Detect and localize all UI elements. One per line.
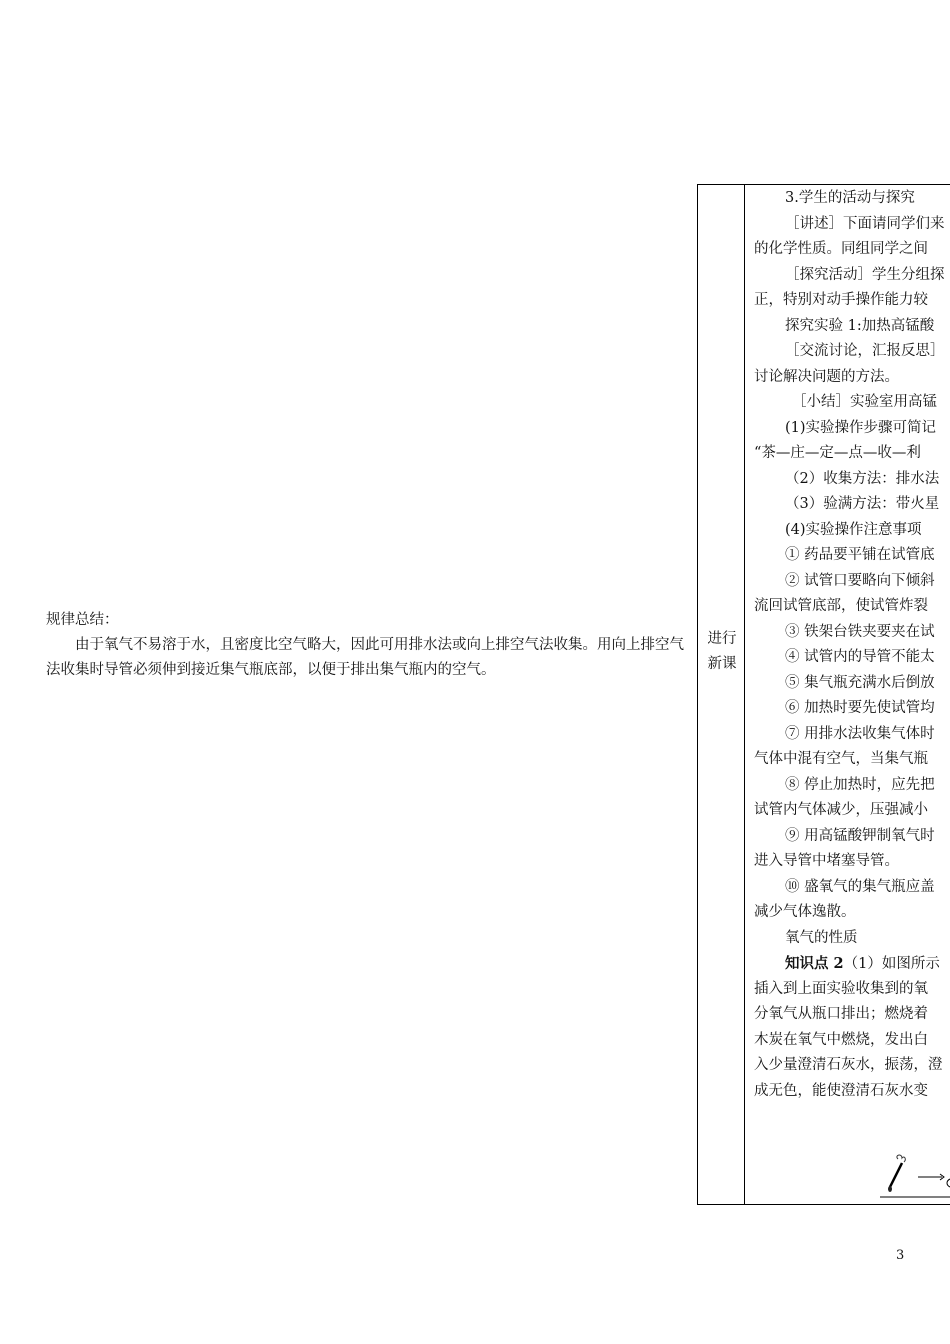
content-line: ⑦ 用排水法收集气体时	[785, 725, 935, 742]
knowledge-point-text: （1）如图所示	[843, 956, 940, 972]
content-line: （2）收集方法：排水法	[785, 470, 940, 487]
content-line: ［探究活动］学生分组探	[785, 266, 945, 283]
content-line: ［交流讨论，汇报反思］	[785, 343, 945, 359]
content-line: ［讲述］下面请同学们来	[785, 215, 945, 232]
content-line: 减少气体逸散。	[754, 904, 856, 920]
stage-label: 进行新课	[707, 631, 737, 672]
content-line: ③ 铁架台铁夹要夹在试	[785, 623, 935, 640]
page-number: 3	[896, 1248, 905, 1263]
content-line: ⑩ 盛氧气的集气瓶应盖	[785, 878, 935, 895]
summary-note	[46, 608, 694, 683]
content-line: 的化学性质。同组同学之间	[754, 241, 928, 257]
content-line: 入少量澄清石灰水，振荡，澄	[754, 1057, 943, 1073]
content-line: ① 药品要平铺在试管底	[785, 547, 935, 563]
content-line: ④ 试管内的导管不能太	[785, 649, 935, 665]
summary-body: 由于氧气不易溶于水，且密度比空气略大，因此可用排水法或向上排空气法收集。用向上排空气法收集时导管必须伸到接近集气瓶底部，以便于排出集气瓶内的空气。	[46, 637, 684, 678]
content-line: （3）验满方法：带火星	[785, 496, 940, 512]
lesson-content	[754, 186, 950, 1104]
content-line: 探究实验 1:加热高锰酸	[785, 317, 935, 334]
summary-heading: 规律总结：	[46, 612, 119, 628]
content-line: ［小结］实验室用高锰	[792, 394, 937, 410]
content-line: ② 试管口要略向下倾斜	[785, 572, 935, 589]
stage-column	[698, 185, 745, 1204]
wooden-splint-illustration	[880, 1153, 950, 1203]
content-line: 成无色，能使澄清石灰水变	[754, 1082, 928, 1099]
content-line: 讨论解决问题的方法。	[754, 368, 899, 385]
content-line: (1)实验操作步骤可简记	[785, 419, 937, 436]
content-line: 流回试管底部，使试管炸裂	[754, 598, 928, 614]
content-line: ⑧ 停止加热时，应先把	[785, 776, 935, 793]
content-line: 3.学生的活动与探究	[785, 190, 915, 206]
lesson-table	[697, 184, 950, 1205]
content-line: 气体中混有空气，当集气瓶	[754, 751, 928, 767]
knowledge-point-label: 知识点 2	[785, 955, 844, 972]
content-line: 氧气的性质	[785, 929, 858, 946]
content-line: ⑤ 集气瓶充满水后倒放	[785, 674, 935, 691]
content-line: 插入到上面实验收集到的氧	[754, 980, 928, 997]
content-line: 试管内气体减少，压强减小	[754, 802, 928, 818]
content-line: 进入导管中堵塞导管。	[754, 853, 899, 869]
content-line: ⑨ 用高锰酸钾制氧气时	[785, 827, 935, 844]
content-line: 木炭在氧气中燃烧，发出白	[754, 1031, 928, 1048]
content-line: “茶—庄—定—点—收—利	[754, 445, 921, 461]
content-line: 正，特别对动手操作能力较	[754, 292, 928, 308]
content-line: (4)实验操作注意事项	[785, 521, 922, 538]
knowledge-point-line	[754, 951, 950, 977]
content-line: ⑥ 加热时要先使试管均	[785, 700, 935, 716]
content-line: 分氧气从瓶口排出；燃烧着	[754, 1006, 928, 1022]
